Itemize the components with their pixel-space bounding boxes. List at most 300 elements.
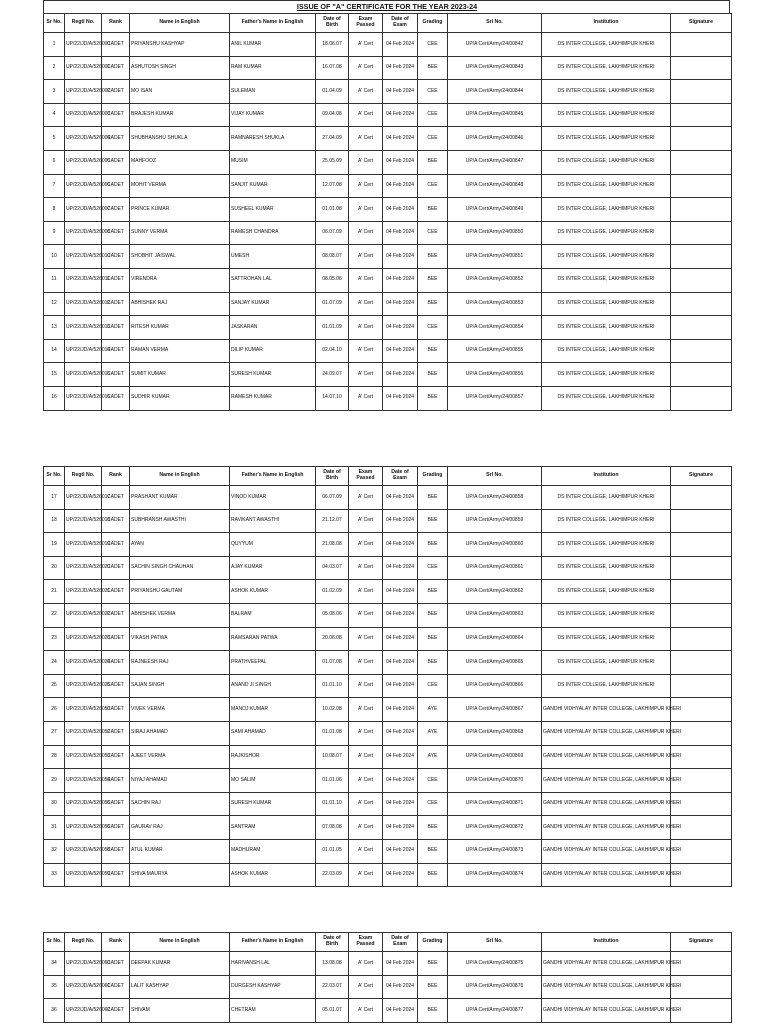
institution-cell: GANDHI VIDHYALAY INTER COLLEGE, LAKHIMPUR KHERI [542,839,671,863]
grading-cell: CEE [418,174,448,198]
institution-header: Institution [542,14,671,33]
table-row [44,721,732,745]
grading-cell: BEE [418,999,448,1023]
name-cell: RAJNEESH RAJ [130,651,230,675]
table-row [44,174,732,198]
rank-cell: CADET [102,80,130,104]
father-name-cell: CHETRAM [230,999,316,1023]
institution-cell: DS INTER COLLEGE, LAKHIMPUR KHERI [542,363,671,387]
rank-cell: CADET [102,221,130,245]
exam-date-cell: 04 Feb 2024 [383,174,418,198]
exam-date-cell: 04 Feb 2024 [383,792,418,816]
header-row [44,933,732,952]
father-name-cell: VIJAY KUMAR [230,103,316,127]
srl-no-cell: UP/A Cert/Army/24/00857 [448,386,542,410]
exam-date-cell: 04 Feb 2024 [383,721,418,745]
institution-cell: DS INTER COLLEGE, LAKHIMPUR KHERI [542,486,671,510]
table-row [44,316,732,340]
srl-no-cell: UP/A Cert/Army/24/00850 [448,221,542,245]
regd-no-cell: UP/22/JD/A/526018 [65,509,102,533]
grading-cell: BEE [418,975,448,999]
institution-cell: GANDHI VIDHYALAY INTER COLLEGE, LAKHIMPUR KHERI [542,863,671,887]
regd-no-cell: UP/22/JD/A/526008 [65,221,102,245]
grading-cell: CEE [418,80,448,104]
regd-no-cell: UP/22/JD/A/526019 [65,533,102,557]
name-cell: DEEPAK KUMAR [130,952,230,976]
name-cell: VIKASH PATWA [130,627,230,651]
exam-date-cell: 04 Feb 2024 [383,533,418,557]
exam-passed-cell: A' Cert [349,363,383,387]
father-name-cell: MO SALIM [230,769,316,793]
signature-header: Signature [671,14,732,33]
institution-cell: DS INTER COLLEGE, LAKHIMPUR KHERI [542,316,671,340]
sr-no-cell: 17 [44,486,65,510]
grading-cell: BEE [418,651,448,675]
grading-cell: BEE [418,603,448,627]
grading-cell: BEE [418,198,448,222]
grading-cell: BEE [418,816,448,840]
father-name-cell: DURGESH KASHYAP [230,975,316,999]
dob-cell: 27.04.09 [316,127,349,151]
exam-passed-cell: A' Cert [349,975,383,999]
sr-no-cell: 9 [44,221,65,245]
table-row [44,363,732,387]
table-row [44,792,732,816]
name-cell: SHOBHIT JAISWAL [130,245,230,269]
institution-cell: DS INTER COLLEGE, LAKHIMPUR KHERI [542,674,671,698]
sr-no-cell: 26 [44,698,65,722]
sr-no-cell: 21 [44,580,65,604]
grading-cell: BEE [418,863,448,887]
father-name-cell: SURESH KUMAR [230,792,316,816]
document-title: ISSUE OF "A" CERTIFICATE FOR THE YEAR 2023-24 [296,2,478,11]
table-row [44,103,732,127]
regd-no-cell: UP/22/JD/A/526011 [65,268,102,292]
grading-cell: BEE [418,386,448,410]
rank-cell: CADET [102,56,130,80]
sr-no-cell: 4 [44,103,65,127]
grading-cell: CEE [418,792,448,816]
dob-cell: 01.07.09 [316,292,349,316]
srl-no-cell: UP/A Cert/Army/24/00875 [448,952,542,976]
grading-cell: BEE [418,580,448,604]
srl-no-cell: UP/A Cert/Army/24/00866 [448,674,542,698]
father-name-cell: MUSIM [230,150,316,174]
sr-no-cell: 2 [44,56,65,80]
exam-date-cell: 04 Feb 2024 [383,127,418,151]
rank-header: Rank [102,933,130,952]
exam-date-cell: 04 Feb 2024 [383,698,418,722]
grading-cell: BEE [418,292,448,316]
grading-cell: BEE [418,509,448,533]
grading-cell: BEE [418,56,448,80]
regd-no-header: Regtl No. [65,933,102,952]
rank-cell: CADET [102,674,130,698]
signature-header: Signature [671,467,732,486]
table-row [44,580,732,604]
exam-date-cell: 04 Feb 2024 [383,198,418,222]
father-name-header: Father's Name in English [230,14,316,33]
srl-no-cell: UP/A Cert/Army/24/00859 [448,509,542,533]
rank-cell: CADET [102,792,130,816]
regd-no-cell: UP/22/JD/A/526023 [65,627,102,651]
exam-passed-cell: A' Cert [349,863,383,887]
srl-no-cell: UP/A Cert/Army/24/00871 [448,792,542,816]
sr-no-cell: 1 [44,33,65,57]
dob-cell: 25.05.09 [316,150,349,174]
rank-cell: CADET [102,863,130,887]
exam-passed-cell: A' Cert [349,486,383,510]
institution-cell: DS INTER COLLEGE, LAKHIMPUR KHERI [542,245,671,269]
exam-passed-cell: A' Cert [349,316,383,340]
table-row [44,150,732,174]
name-header: Name in English [130,467,230,486]
srl-no-cell: UP/A Cert/Army/24/00856 [448,363,542,387]
dob-cell: 01.01.10 [316,792,349,816]
signature-cell [671,580,732,604]
rank-cell: CADET [102,339,130,363]
srl-no-cell: UP/A Cert/Army/24/00854 [448,316,542,340]
signature-cell [671,386,732,410]
father-name-cell: MANOJ KUMAR [230,698,316,722]
institution-cell: DS INTER COLLEGE, LAKHIMPUR KHERI [542,339,671,363]
srl-no-cell: UP/A Cert/Army/24/00865 [448,651,542,675]
sr-no-cell: 30 [44,792,65,816]
sr-no-cell: 15 [44,363,65,387]
regd-no-cell: UP/22/JD/A/526012 [65,292,102,316]
grading-cell: CEE [418,556,448,580]
grading-cell: BEE [418,533,448,557]
srl-no-cell: UP/A Cert/Army/24/00853 [448,292,542,316]
exam-passed-cell: A' Cert [349,745,383,769]
dob-cell: 01.01.06 [316,769,349,793]
header-row [44,14,732,33]
name-cell: MO ISAN [130,80,230,104]
name-cell: ABHISHEK RAJ [130,292,230,316]
exam-passed-cell: A' Cert [349,999,383,1023]
dob-cell: 06.07.09 [316,221,349,245]
sr-no-cell: 16 [44,386,65,410]
name-cell: PRINCE KUMAR [130,198,230,222]
institution-cell: GANDHI VIDHYALAY INTER COLLEGE, LAKHIMPUR KHERI [542,792,671,816]
dob-cell: 08.05.06 [316,268,349,292]
father-name-cell: SANJIT KUMAR [230,174,316,198]
exam-date-cell: 04 Feb 2024 [383,839,418,863]
signature-cell [671,627,732,651]
regd-no-cell: UP/22/JD/A/526010 [65,245,102,269]
dob-cell: 22.03.09 [316,863,349,887]
table-row [44,999,732,1023]
dob-header: Date of Birth [316,933,349,952]
exam-date-cell: 04 Feb 2024 [383,339,418,363]
dob-cell: 22.03.07 [316,975,349,999]
rank-cell: CADET [102,245,130,269]
exam-date-cell: 04 Feb 2024 [383,999,418,1023]
exam-date-header: Date of Exam [383,467,418,486]
institution-cell: DS INTER COLLEGE, LAKHIMPUR KHERI [542,268,671,292]
exam-date-cell: 04 Feb 2024 [383,386,418,410]
name-cell: AJEET VERMA [130,745,230,769]
signature-cell [671,509,732,533]
signature-cell [671,127,732,151]
exam-passed-cell: A' Cert [349,580,383,604]
exam-date-cell: 04 Feb 2024 [383,952,418,976]
dob-cell: 01.01.05 [316,839,349,863]
exam-passed-header: Exam Passed [349,467,383,486]
table-row [44,975,732,999]
signature-cell [671,486,732,510]
rank-cell: CADET [102,127,130,151]
grading-header: Grading [418,14,448,33]
father-name-cell: RAVIKANT AWASTHI [230,509,316,533]
dob-cell: 01.04.09 [316,80,349,104]
institution-cell: DS INTER COLLEGE, LAKHIMPUR KHERI [542,509,671,533]
header-row [44,467,732,486]
regd-no-cell: UP/22/JD/A/526061 [65,975,102,999]
grading-cell: BEE [418,486,448,510]
father-name-cell: AJAY KUMAR [230,556,316,580]
rank-cell: CADET [102,603,130,627]
rank-cell: CADET [102,486,130,510]
sr-no-cell: 7 [44,174,65,198]
grading-cell: CEE [418,316,448,340]
father-name-cell: RAJKISHOR [230,745,316,769]
father-name-cell: MADHURAM [230,839,316,863]
rank-cell: CADET [102,698,130,722]
sr-no-cell: 6 [44,150,65,174]
regd-no-cell: UP/22/JD/A/526055 [65,792,102,816]
exam-passed-cell: A' Cert [349,198,383,222]
sr-no-cell: 28 [44,745,65,769]
sr-no-cell: 14 [44,339,65,363]
exam-passed-header: Exam Passed [349,14,383,33]
father-name-cell: DILIP KUMAR [230,339,316,363]
name-header: Name in English [130,14,230,33]
dob-cell: 01.01.08 [316,721,349,745]
srl-no-cell: UP/A Cert/Army/24/00847 [448,150,542,174]
father-name-cell: QUYYUM [230,533,316,557]
institution-cell: GANDHI VIDHYALAY INTER COLLEGE, LAKHIMPUR KHERI [542,816,671,840]
father-name-header: Father's Name in English [230,467,316,486]
exam-passed-cell: A' Cert [349,33,383,57]
institution-cell: DS INTER COLLEGE, LAKHIMPUR KHERI [542,627,671,651]
name-header: Name in English [130,933,230,952]
regd-no-cell: UP/22/JD/A/526062 [65,999,102,1023]
grading-cell: BEE [418,839,448,863]
name-cell: SHIVAM [130,999,230,1023]
rank-cell: CADET [102,745,130,769]
name-cell: SUBHRANSH AWASTHI [130,509,230,533]
table-row [44,839,732,863]
sr-no-cell: 5 [44,127,65,151]
father-name-cell: UMESH [230,245,316,269]
father-name-cell: ASHOK KUMAR [230,863,316,887]
rank-cell: CADET [102,198,130,222]
signature-cell [671,603,732,627]
dob-cell: 12.07.08 [316,174,349,198]
name-cell: MOHIT VERMA [130,174,230,198]
exam-date-cell: 04 Feb 2024 [383,268,418,292]
srl-no-cell: UP/A Cert/Army/24/00846 [448,127,542,151]
father-name-cell: VINOD KUMAR [230,486,316,510]
sr-no-cell: 11 [44,268,65,292]
regd-no-cell: UP/22/JD/A/526017 [65,486,102,510]
institution-cell: DS INTER COLLEGE, LAKHIMPUR KHERI [542,556,671,580]
table-row [44,33,732,57]
sr-no-cell: 23 [44,627,65,651]
name-cell: RAMAN VERMA [130,339,230,363]
exam-date-cell: 04 Feb 2024 [383,509,418,533]
table-row [44,56,732,80]
srl-no-cell: UP/A Cert/Army/24/00862 [448,580,542,604]
father-name-cell: SULEMAN [230,80,316,104]
rank-cell: CADET [102,363,130,387]
srl-no-cell: UP/A Cert/Army/24/00874 [448,863,542,887]
srl-no-cell: UP/A Cert/Army/24/00861 [448,556,542,580]
name-cell: BRAJESH KUMAR [130,103,230,127]
table-row [44,198,732,222]
table-row [44,268,732,292]
grading-cell: AYE [418,721,448,745]
exam-date-cell: 04 Feb 2024 [383,103,418,127]
grading-cell: CEE [418,221,448,245]
father-name-cell: SURESH KUMAR [230,363,316,387]
name-cell: VIVEK VERMA [130,698,230,722]
srl-no-cell: UP/A Cert/Army/24/00869 [448,745,542,769]
name-cell: SIRAJ AHAMAD [130,721,230,745]
table-row [44,863,732,887]
grading-cell: AYE [418,745,448,769]
exam-date-cell: 04 Feb 2024 [383,363,418,387]
institution-cell: DS INTER COLLEGE, LAKHIMPUR KHERI [542,651,671,675]
father-name-cell: ASHOK KUMAR [230,580,316,604]
institution-cell: DS INTER COLLEGE, LAKHIMPUR KHERI [542,198,671,222]
table-row [44,127,732,151]
exam-date-cell: 04 Feb 2024 [383,627,418,651]
srl-no-cell: UP/A Cert/Army/24/00873 [448,839,542,863]
institution-cell: DS INTER COLLEGE, LAKHIMPUR KHERI [542,127,671,151]
exam-passed-cell: A' Cert [349,150,383,174]
rank-cell: CADET [102,268,130,292]
signature-cell [671,316,732,340]
srl-no-cell: UP/A Cert/Army/24/00855 [448,339,542,363]
father-name-header: Father's Name in English [230,933,316,952]
dob-cell: 01.02.09 [316,580,349,604]
regd-no-cell: UP/22/JD/A/526020 [65,556,102,580]
rank-cell: CADET [102,103,130,127]
sr-no-header: Sr No. [44,14,65,33]
name-cell: MAHFOOZ [130,150,230,174]
signature-cell [671,56,732,80]
exam-date-cell: 04 Feb 2024 [383,80,418,104]
exam-passed-cell: A' Cert [349,174,383,198]
institution-cell: DS INTER COLLEGE, LAKHIMPUR KHERI [542,580,671,604]
signature-cell [671,674,732,698]
dob-cell: 18.06.07 [316,33,349,57]
table-row [44,486,732,510]
sr-no-cell: 32 [44,839,65,863]
name-cell: SHIVA MAURYA [130,863,230,887]
exam-passed-cell: A' Cert [349,556,383,580]
regd-no-cell: UP/22/JD/A/526005 [65,150,102,174]
regd-no-cell: UP/22/JD/A/526056 [65,816,102,840]
exam-passed-cell: A' Cert [349,339,383,363]
exam-date-cell: 04 Feb 2024 [383,580,418,604]
regd-no-cell: UP/22/JD/A/526014 [65,339,102,363]
name-cell: LALIT KASHYAP [130,975,230,999]
sr-no-cell: 10 [44,245,65,269]
exam-passed-cell: A' Cert [349,792,383,816]
exam-date-cell: 04 Feb 2024 [383,245,418,269]
regd-no-cell: UP/22/JD/A/526052 [65,721,102,745]
signature-header: Signature [671,933,732,952]
father-name-cell: RAMNARESH SHUKLA [230,127,316,151]
rank-cell: CADET [102,721,130,745]
name-cell: PRIYANSHU KASHYAP [130,33,230,57]
grading-header: Grading [418,467,448,486]
name-cell: SUMIT KUMAR [130,363,230,387]
dob-cell: 07.08.08 [316,816,349,840]
father-name-cell: SUSHEEL KUMAR [230,198,316,222]
exam-passed-cell: A' Cert [349,769,383,793]
rank-cell: CADET [102,627,130,651]
exam-passed-cell: A' Cert [349,721,383,745]
signature-cell [671,245,732,269]
srl-no-cell: UP/A Cert/Army/24/00843 [448,56,542,80]
father-name-cell: ANIL KUMAR [230,33,316,57]
rank-cell: CADET [102,33,130,57]
regd-no-cell: UP/22/JD/A/526059 [65,863,102,887]
exam-passed-cell: A' Cert [349,698,383,722]
exam-date-cell: 04 Feb 2024 [383,674,418,698]
srl-no-header: Srl No. [448,14,542,33]
sr-no-cell: 36 [44,999,65,1023]
table-row [44,651,732,675]
regd-no-header: Regtl No. [65,14,102,33]
dob-cell: 21.12.07 [316,509,349,533]
regd-no-header: Regtl No. [65,467,102,486]
exam-date-cell: 04 Feb 2024 [383,651,418,675]
rank-cell: CADET [102,975,130,999]
father-name-cell: ANAND JI SINGH [230,674,316,698]
grading-cell: BEE [418,268,448,292]
institution-cell: DS INTER COLLEGE, LAKHIMPUR KHERI [542,603,671,627]
rank-cell: CADET [102,651,130,675]
signature-cell [671,80,732,104]
sr-no-header: Sr No. [44,933,65,952]
exam-date-cell: 04 Feb 2024 [383,292,418,316]
exam-date-cell: 04 Feb 2024 [383,56,418,80]
signature-cell [671,268,732,292]
name-cell: ABHISHEK VERMA [130,603,230,627]
rank-cell: CADET [102,386,130,410]
institution-cell: DS INTER COLLEGE, LAKHIMPUR KHERI [542,80,671,104]
regd-no-cell: UP/22/JD/A/526002 [65,80,102,104]
table-row [44,556,732,580]
name-cell: GAURAV RAJ [130,816,230,840]
exam-passed-cell: A' Cert [349,816,383,840]
rank-header: Rank [102,14,130,33]
srl-no-cell: UP/A Cert/Army/24/00863 [448,603,542,627]
exam-passed-cell: A' Cert [349,268,383,292]
dob-cell: 01.07.08 [316,651,349,675]
table-row [44,245,732,269]
srl-no-cell: UP/A Cert/Army/24/00851 [448,245,542,269]
regd-no-cell: UP/22/JD/A/526021 [65,580,102,604]
exam-passed-cell: A' Cert [349,627,383,651]
grading-cell: AYE [418,698,448,722]
rank-cell: CADET [102,533,130,557]
